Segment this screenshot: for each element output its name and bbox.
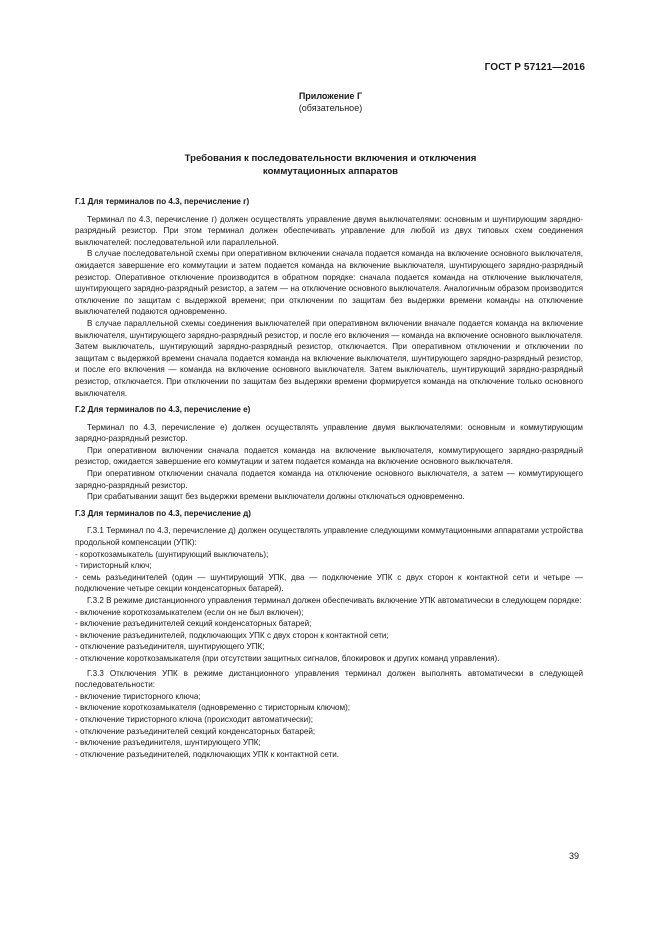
list-item: - отключение разъединителей секций конденсаторных батарей; <box>75 726 316 736</box>
list-item: - короткозамыкатель (шунтирующий выключатель); <box>75 549 269 559</box>
list-item: - отключение разъединителя, шунтирующего УПК; <box>75 642 265 652</box>
list-g3-3 <box>75 691 583 761</box>
list-item: - отключение тиристорного ключа (происходит автоматически); <box>75 714 314 724</box>
list-item: - включение короткозамыкателем (если он не был включен); <box>75 607 304 617</box>
standard-number: ГОСТ Р 57121—2016 <box>484 62 585 73</box>
section-heading-g3: Г.3 Для терминалов по 4.3, перечисление д) <box>75 508 251 518</box>
list-item: - тиристорный ключ; <box>75 561 152 571</box>
list-item: - включение короткозамыкателя (одновременно с тиристорным ключом); <box>75 703 351 713</box>
paragraph: В случае параллельной схемы соединения выключателей при оперативном включении вначале подается команда на включение выключателя, шунтирующего зарядно-разрядный резистор, и после его включения — команда на включение основного выключателя. Затем выключатель, шунтирующий зарядно-разрядный резистор, отключается. При оперативном отключении и отключении по защитам с выдержкой времени сначала подается команда на включение выключателя, шунтирующего зарядно-разрядный резистор, и после его включения — команда на включение основного выключателя. Затем выключатель, шунтирующий зарядно-разрядный резистор, отключается. При отключении по защитам без выдержки времени формируется команда на отключение только основного выключателя. <box>75 318 583 398</box>
annex-title-line-1: Требования к последовательности включения и отключения <box>184 153 477 164</box>
clause-g3-3: Г.3.3 Отключения УПК в режиме дистанционного управления терминал должен выполнять автоматически в следующей последовательности: <box>75 668 583 690</box>
paragraph: В случае последовательной схемы при оперативном включении сначала подается команда на включение основного выключателя, ожидается завершение его коммутации и затем подается команда на включение выключателя, шунтирующего зарядно-разрядный резистор. Оперативное отключение производится в обратном порядке: сначала подается команда на отключение выключателя, шунтирующего зарядно-разрядный резистор, а затем — на отключение основного выключателя. Аналогичным образом производится отключение по защитам с выдержкой времени; при отключении по защитам без выдержки времени команды на отключение выключателей подаются одновременно. <box>75 249 583 317</box>
list-g3-2 <box>75 607 583 665</box>
annex-heading <box>0 90 661 114</box>
paragraph: Терминал по 4.3, перечисление г) должен осуществлять управление двумя выключателями: основным и шунтирующим зарядно-разрядный резистор. При этом терминал должен обеспечивать управление для любой из двух типовых схем соединения выключателей: последовательной или параллельной. <box>75 214 583 247</box>
page-number: 39 <box>568 851 579 861</box>
annex-title-line-2: коммутационных аппаратов <box>262 166 399 177</box>
list-item: - включение разъединителей, подключающих УПК с двух сторон к контактной сети; <box>75 630 389 640</box>
clause-g3-2: Г.3.2 В режиме дистанционного управления терминал должен обеспечивать включение УПК автоматически в следующем порядке: <box>87 596 582 605</box>
annex-title <box>0 152 661 178</box>
annex-label: Приложение Г <box>298 91 363 101</box>
paragraph: При оперативном отключении сначала подается команда на отключение основного выключателя, а затем — коммутирующего зарядно-разрядный резистор. <box>75 469 583 490</box>
paragraph: Терминал по 4.3, перечисление е) должен осуществлять управление двумя выключателями: основным и коммутирующим зарядно-разрядный резистор. <box>75 422 583 444</box>
list-item: - семь разъединителей (один — шунтирующий УПК, два — подключение УПК с двух сторон к контактной сети и четыре — подключение четыре секции конденсаторных батарей). <box>75 572 583 594</box>
annex-status: (обязательное) <box>298 103 363 113</box>
clause-g3-1: Г.3.1 Терминал по 4.3, перечисление д) должен осуществлять управление следующими коммутационными аппаратами устройства продольной компенсации (УПК): <box>75 526 583 548</box>
list-g3-1 <box>75 549 583 595</box>
list-item: - включение тиристорного ключа; <box>75 691 201 701</box>
section-heading-g1: Г.1 Для терминалов по 4.3, перечисление г) <box>75 197 250 206</box>
list-item: - отключение короткозамыкателя (при отсутствии защитных сигналов, блокировок и других команд управления). <box>75 653 500 663</box>
list-item: - отключение разъединителей, подключающих УПК к контактной сети. <box>75 749 340 759</box>
list-item: - включение разъединителей секций конденсаторных батарей; <box>75 619 312 629</box>
list-item: - включение разъединителя, шунтирующего УПК; <box>75 738 261 748</box>
document-body <box>75 196 583 760</box>
paragraph: При срабатывании защит без выдержки времени выключатели должны отключаться одновременно. <box>87 492 465 502</box>
paragraph: При оперативном включении сначала подается команда на включение выключателя, коммутирующего зарядно-разрядный резистор, ожидается завершение его коммутации и затем подается команда на включение основного выключателя. <box>75 445 583 467</box>
section-heading-g2: Г.2 Для терминалов по 4.3, перечисление е) <box>75 405 251 415</box>
